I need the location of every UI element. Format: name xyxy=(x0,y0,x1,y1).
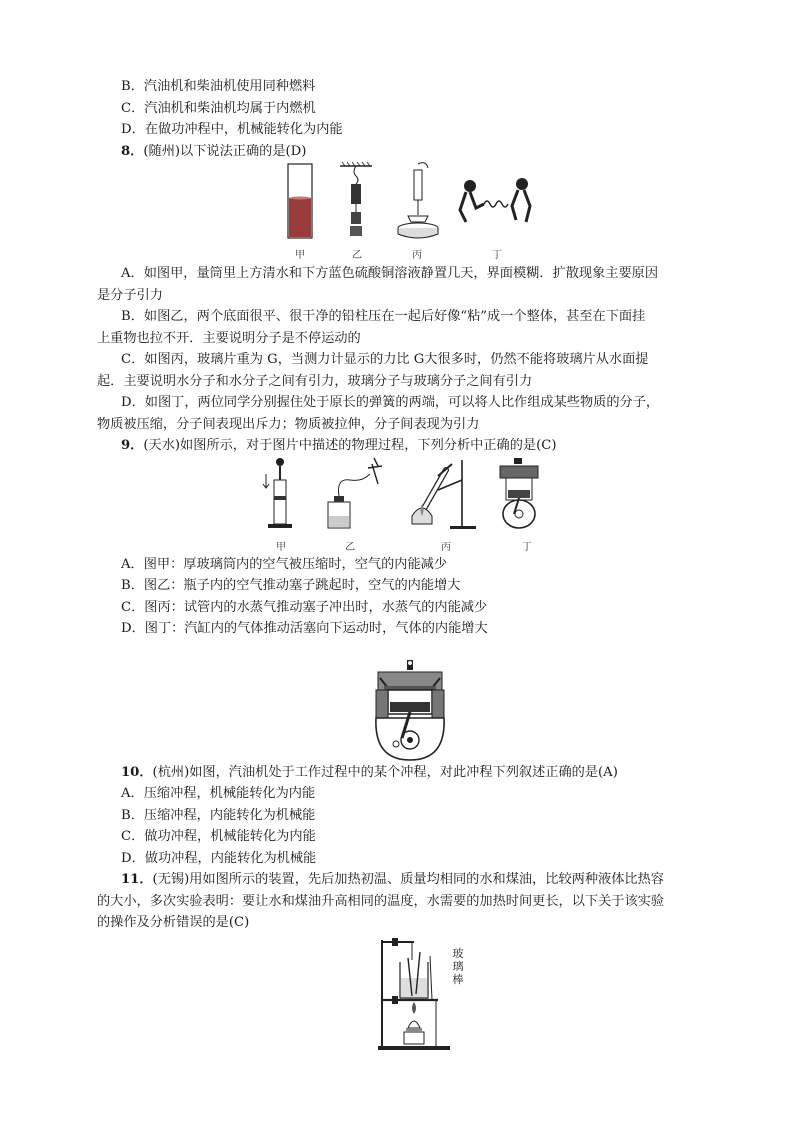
q9-option-b: B．图乙：瓶子内的空气推动塞子跳起时，空气的内能增大 xyxy=(121,578,461,593)
q8-option-c-line2: 起．主要说明水分子和水分子之间有引力，玻璃分子与玻璃分子之间有引力 xyxy=(97,374,533,389)
q11-stem-line3: 的操作及分析错误的是(C) xyxy=(97,915,250,930)
q9-caption-jia: 甲 xyxy=(276,542,286,553)
q11-stem-line2: 的大小，多次实验表明：要让水和煤油升高相同的温度，水需要的加热时间更长，以下关于该实验 xyxy=(97,894,665,909)
q9-stem xyxy=(121,438,556,454)
q10-option-a: A．压缩冲程，机械能转化为内能 xyxy=(121,786,316,801)
q10-stem-text: (杭州)如图，汽油机处于工作过程中的某个冲程，对此冲程下列叙述正确的是(A) xyxy=(152,765,618,780)
q11-number: 11． xyxy=(121,872,153,887)
q8-option-a-line2: 是分子引力 xyxy=(97,288,163,303)
q11-apparatus-figure xyxy=(370,932,450,1054)
q10-number: 10． xyxy=(121,765,153,780)
q10-option-d: D．做功冲程，内能转化为机械能 xyxy=(121,851,317,866)
q8-option-d-line1: D．如图丁，两位同学分别握住处于原长的弹簧的两端，可以将人比作组成某些物质的分子， xyxy=(121,395,660,410)
q10-stem xyxy=(121,765,618,781)
q8-caption-yi: 乙 xyxy=(352,250,362,261)
q7-option-b: B．汽油机和柴油机使用同种燃料 xyxy=(121,79,316,94)
q11-label-line2: 璃 xyxy=(452,960,464,973)
q11-stem-line1 xyxy=(121,872,664,888)
q8-option-c-line1: C．如图丙，玻璃片重为 G，当测力计显示的力比 G大很多时，仍然不能将玻璃片从水面提 xyxy=(121,352,649,367)
q8-caption-bing: 丙 xyxy=(412,250,422,261)
q9-caption-bing: 丙 xyxy=(441,542,451,553)
q8-caption-ding: 丁 xyxy=(492,250,502,261)
q10-option-b: B．压缩冲程，内能转化为机械能 xyxy=(121,808,316,823)
q7-option-c: C．汽油机和柴油机均属于内燃机 xyxy=(121,101,316,116)
q8-caption-jia: 甲 xyxy=(295,250,305,261)
q7-option-d: D．在做功冲程中，机械能转化为内能 xyxy=(121,122,343,137)
q9-caption-ding: 丁 xyxy=(522,542,532,553)
q11-label-line1: 玻 xyxy=(452,947,464,960)
q9-stem-text: (天水)如图所示，对于图片中描述的物理过程，下列分析中正确的是(C) xyxy=(143,438,557,453)
q9-option-c: C．图丙：试管内的水蒸气推动塞子冲出时，水蒸气的内能减少 xyxy=(121,600,488,615)
q9-option-d: D．图丁：汽缸内的气体推动活塞向下运动时，气体的内能增大 xyxy=(121,621,488,636)
q9-option-a: A．图甲：厚玻璃筒内的空气被压缩时，空气的内能减少 xyxy=(121,557,448,572)
q8-number: 8． xyxy=(121,144,144,159)
q9-figure xyxy=(262,456,562,536)
q11-label-line3: 棒 xyxy=(452,973,464,986)
q8-stem-text: (随州)以下说法正确的是(D) xyxy=(143,144,307,159)
q8-option-b-line1: B．如图乙，两个底面很平、很干净的铅柱压在一起后好像“粘”成一个整体，甚至在下面挂 xyxy=(121,309,646,324)
q9-number: 9． xyxy=(121,438,144,453)
q9-caption-yi: 乙 xyxy=(345,542,355,553)
q11-stem-text-1: (无锡)用如图所示的装置，先后加热初温、质量均相同的水和煤油，比较两种液体比热容 xyxy=(152,872,664,887)
q10-engine-figure xyxy=(370,660,450,764)
q10-option-c: C．做功冲程，机械能转化为内能 xyxy=(121,829,316,844)
q8-option-b-line2: 上重物也拉不开．主要说明分子是不停运动的 xyxy=(97,331,361,346)
q8-option-d-line2: 物质被压缩，分子间表现出斥力；物质被拉伸，分子间表现为引力 xyxy=(97,417,480,432)
q8-option-a-line1: A．如图甲，量筒里上方清水和下方蓝色硫酸铜溶液静置几天，界面模糊．扩散现象主要原因 xyxy=(121,266,659,281)
q8-stem xyxy=(121,144,306,160)
q8-figure xyxy=(280,160,540,260)
